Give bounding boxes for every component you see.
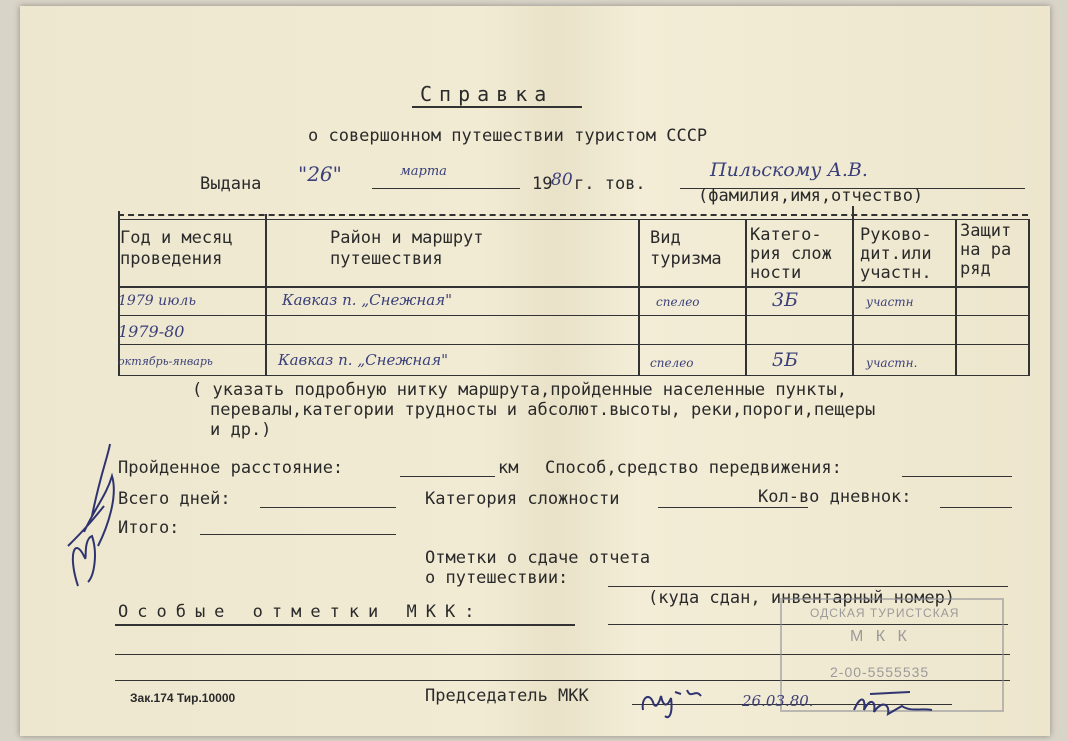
row-3-border xyxy=(118,375,1028,376)
row-1-route: Кавказ п. „Снежная" xyxy=(282,291,453,309)
distance-blank xyxy=(400,476,495,477)
row-1-border xyxy=(118,315,1028,316)
report-line-1: Отметки о сдаче отчета xyxy=(425,548,651,568)
note-line-2: перевалы,категории трудносты и абсолют.высоты, реки,пороги,пещеры xyxy=(210,400,876,420)
category-blank xyxy=(658,507,808,508)
days-blank xyxy=(260,507,396,508)
diaries-label: Кол-во дневнок: xyxy=(758,487,912,507)
col-header-category: Катего- рия слож ности xyxy=(750,225,832,283)
sign-date: 26.03.80. xyxy=(742,692,814,710)
mkk-label: Особые отметки МКК: xyxy=(118,602,484,622)
title-underline xyxy=(412,106,582,108)
total-label: Итого: xyxy=(118,518,180,538)
chairman-signature xyxy=(635,670,725,724)
table-header-border xyxy=(118,286,1028,288)
col-border-1 xyxy=(265,214,267,376)
issued-month: марта xyxy=(400,164,447,179)
report-caption: (куда сдан, инвентарный номер) xyxy=(648,588,956,608)
row-2-border xyxy=(118,344,1028,345)
row-1-type: спелео xyxy=(656,295,700,309)
table-top-border xyxy=(118,214,1028,216)
issued-day: "26" xyxy=(298,162,342,186)
stamp-line-2: М К К xyxy=(850,628,911,645)
transport-label: Способ,средство передвижения: xyxy=(545,458,842,478)
issued-year-suffix: г. тов. xyxy=(574,174,646,194)
col-header-defense: Защит на ра ряд xyxy=(960,222,1012,279)
col-header-role: Руково- дит.или участн. xyxy=(860,225,932,283)
col-border-5 xyxy=(955,219,957,376)
total-blank xyxy=(200,534,396,535)
row-3-category: 5Б xyxy=(772,349,799,371)
col-border-3 xyxy=(745,219,747,376)
name-caption: (фамилия,имя,отчество) xyxy=(698,186,924,206)
day-underline xyxy=(372,188,520,189)
issued-label: Выдана xyxy=(200,174,262,194)
row-3-type: спелео xyxy=(650,356,694,370)
km-label: км xyxy=(498,458,519,478)
margin-signature xyxy=(48,436,128,596)
col-border-4 xyxy=(852,206,854,376)
col-border-2 xyxy=(638,219,640,376)
table-top-border-2 xyxy=(118,219,1028,220)
chairman-label: Председатель МКК xyxy=(425,686,589,706)
row-1-role: участн xyxy=(866,295,914,309)
stamp-line-3: 2-00-5555535 xyxy=(830,664,930,680)
row-2-date: 1979-80 xyxy=(118,322,185,341)
note-line-1: ( указать подробную нитку маршрута,пройденные населенные пункты, xyxy=(192,380,848,400)
issued-year-printed: 19 xyxy=(532,174,553,194)
issued-name: Пильскому А.В. xyxy=(710,159,868,181)
row-3-role: участн. xyxy=(866,356,918,370)
row-1-category: 3Б xyxy=(772,289,799,311)
col-border-6 xyxy=(1028,219,1030,376)
col-header-route: Район и маршрут путешествия xyxy=(330,228,484,269)
distance-label: Пройденное расстояние: xyxy=(118,458,344,478)
document-title: Справка xyxy=(420,82,554,106)
report-blank xyxy=(608,586,1008,587)
days-label: Всего дней: xyxy=(118,489,231,509)
issued-year-hand: 80 xyxy=(551,170,573,190)
transport-blank xyxy=(902,476,1012,477)
date-signature xyxy=(850,686,950,722)
diaries-blank xyxy=(940,507,1012,508)
row-3-route: Кавказ п. „Снежная" xyxy=(278,351,449,369)
mkk-underline xyxy=(115,624,575,626)
row-3-date: октябрь-январь xyxy=(118,355,213,368)
stamp-line-1: ОДСКАЯ ТУРИСТСКАЯ xyxy=(810,606,960,620)
col-header-type: Вид туризма xyxy=(650,228,722,269)
category-label: Категория сложности xyxy=(425,489,620,509)
print-order: Зак.174 Тир.10000 xyxy=(130,691,236,705)
row-1-date: 1979 июль xyxy=(118,293,196,309)
col-header-date: Год и месяц проведения xyxy=(120,228,233,269)
note-line-3: и др.) xyxy=(210,420,272,440)
certificate-sheet xyxy=(20,6,1050,736)
report-line-2: о путешествии: xyxy=(425,568,569,588)
document-subtitle: о совершонном путешествии туристом СССР xyxy=(308,126,708,146)
